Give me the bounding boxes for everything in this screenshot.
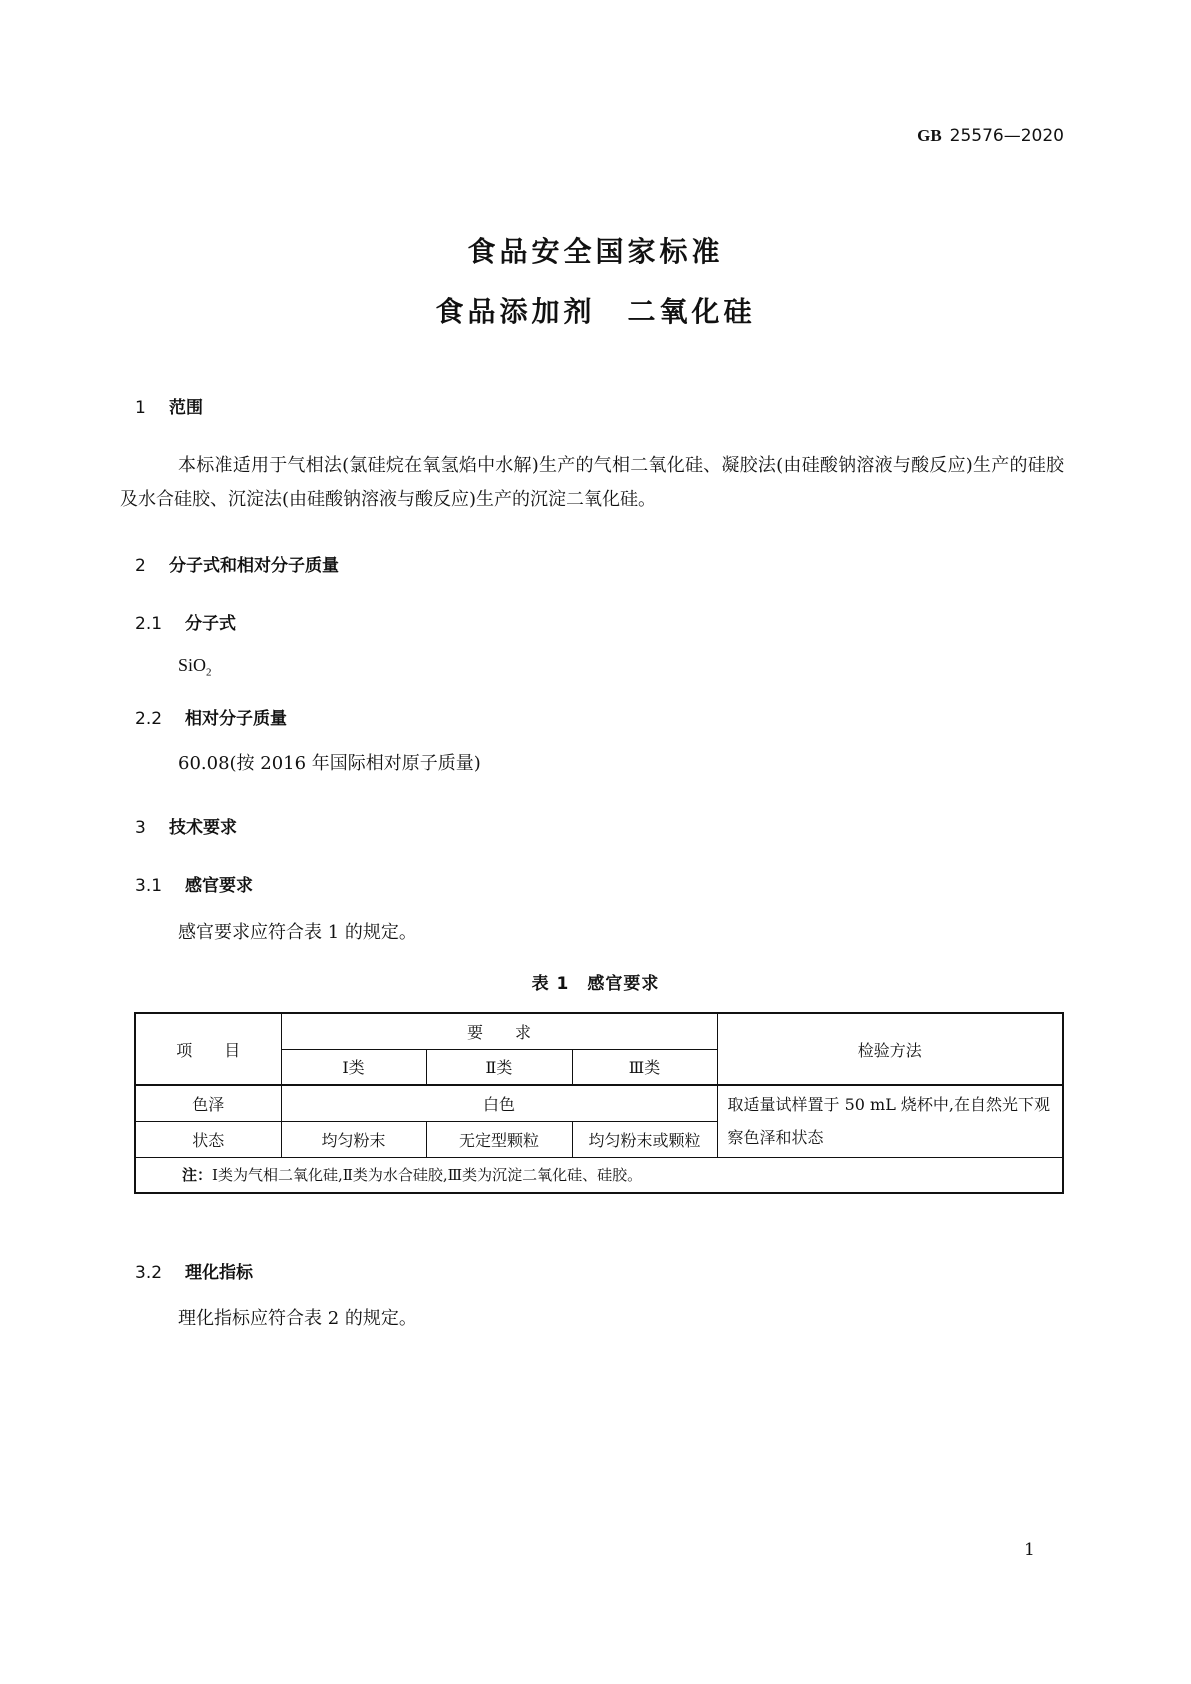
- header-class-3: Ⅲ类: [572, 1049, 717, 1085]
- row-color-value: 白色: [281, 1085, 717, 1121]
- standard-prefix: GB: [917, 126, 942, 145]
- section-number: 3: [135, 818, 146, 838]
- heading-molecular-mass: [135, 704, 287, 729]
- section-title: 感官要求: [185, 876, 253, 896]
- standard-number: 25576—2020: [949, 126, 1064, 146]
- heading-molecular-formula: [135, 609, 236, 634]
- header-test-method: 检验方法: [717, 1013, 1063, 1085]
- row-state-class-1: 均匀粉末: [281, 1121, 426, 1157]
- formula-subscript: 2: [206, 666, 212, 679]
- heading-technical-requirements: [135, 813, 237, 838]
- section-title: 分子式: [185, 614, 236, 634]
- section-number: 2.1: [135, 614, 163, 634]
- table1-caption: 表 1 感官要求: [531, 974, 660, 994]
- section-number: 2.2: [135, 709, 163, 729]
- section-title: 理化指标: [185, 1263, 253, 1283]
- header-class-2: Ⅱ类: [426, 1049, 572, 1085]
- heading-formula-mass: [135, 551, 339, 576]
- section-title: 分子式和相对分子质量: [169, 556, 339, 576]
- document-subtitle: 食品添加剂 二氧化硅: [435, 295, 756, 328]
- test-method-text: 取适量试样置于 50 mL 烧杯中,在自然光下观察色泽和状态: [717, 1085, 1063, 1157]
- sensory-requirements-table: [134, 1012, 1064, 1194]
- page-number: 1: [1024, 1540, 1035, 1560]
- heading-physicochemical-indicators: [135, 1258, 253, 1283]
- molecular-mass-value: 60.08(按 2016 年国际相对原子质量): [178, 753, 481, 774]
- physicochemical-indicators-text: 理化指标应符合表 2 的规定。: [178, 1308, 417, 1329]
- section-number: 3.2: [135, 1263, 163, 1283]
- header-item: 项 目: [135, 1013, 281, 1085]
- molecular-formula: [178, 655, 212, 679]
- scope-paragraph: 本标准适用于气相法(氯硅烷在氧氢焰中水解)生产的气相二氧化硅、凝胶法(由硅酸钠溶液与酸反应)生产的硅胶及水合硅胶、沉淀法(由硅酸钠溶液与酸反应)生产的沉淀二氧化硅。: [120, 455, 1064, 510]
- row-state-label: 状态: [135, 1121, 281, 1157]
- standard-code: [720, 126, 1064, 146]
- table-note: [135, 1157, 1063, 1193]
- note-text: Ⅰ类为气相二氧化硅,Ⅱ类为水合硅胶,Ⅲ类为沉淀二氧化硅、硅胶。: [212, 1166, 643, 1185]
- heading-sensory-requirements: [135, 871, 253, 896]
- header-class-1: Ⅰ类: [281, 1049, 426, 1085]
- row-color-label: 色泽: [135, 1085, 281, 1121]
- sensory-requirements-text: 感官要求应符合表 1 的规定。: [178, 922, 417, 943]
- header-requirements: 要 求: [281, 1013, 717, 1049]
- document-title: 食品安全国家标准: [467, 235, 724, 268]
- formula-main: SiO: [178, 655, 207, 675]
- section-title: 技术要求: [169, 818, 237, 838]
- section-number: 2: [135, 556, 146, 576]
- note-label: 注：: [182, 1166, 213, 1185]
- section-number: 1: [135, 398, 146, 418]
- row-state-class-3: 均匀粉末或颗粒: [572, 1121, 717, 1157]
- row-state-class-2: 无定型颗粒: [426, 1121, 572, 1157]
- section-title: 相对分子质量: [185, 709, 287, 729]
- heading-scope: [135, 393, 203, 418]
- section-title: 范围: [169, 398, 203, 418]
- section-number: 3.1: [135, 876, 163, 896]
